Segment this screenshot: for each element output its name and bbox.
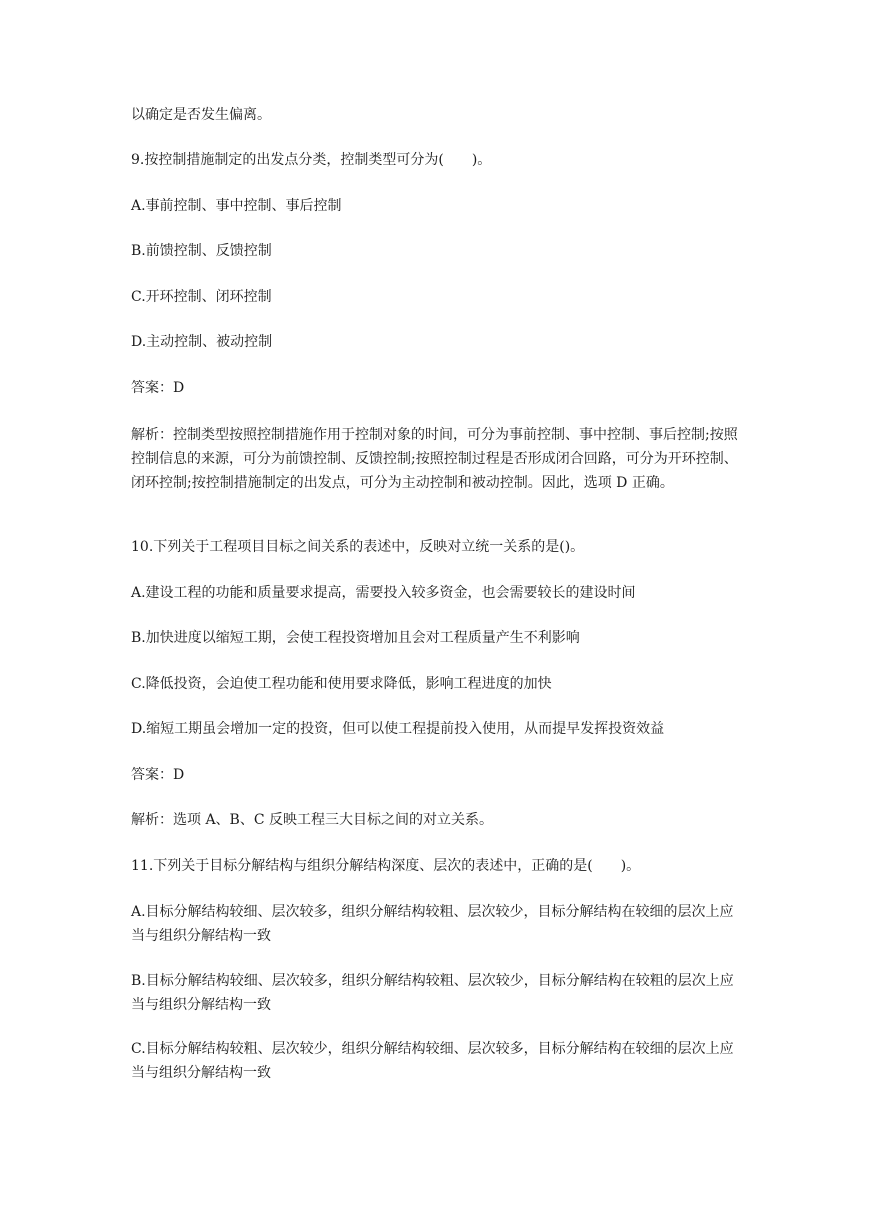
question-9-explanation: 解析：控制类型按照控制措施作用于控制对象的时间，可分为事前控制、事中控制、事后控制;按照控制信息的来源，可分为前馈控制、反馈控制;按照控制过程是否形成闭合回路，可分为开环控制、闭环控制;按控制措施制定的出发点，可分为主动控制和被动控制。因此，选项 D 正确。	[131, 427, 738, 491]
question-9-option-b: B.前馈控制、反馈控制	[131, 243, 272, 259]
question-10-answer: 答案：D	[131, 767, 185, 783]
question-10-option-d: D.缩短工期虽会增加一定的投资，但可以使工程提前投入使用，从而提早发挥投资效益	[131, 721, 665, 737]
text-line-continuation: 以确定是否发生偏离。	[131, 107, 271, 123]
question-10-explanation: 解析：选项 A、B、C 反映工程三大目标之间的对立关系。	[131, 812, 494, 828]
question-9-option-c: C.开环控制、闭环控制	[131, 289, 272, 305]
question-11-option-a: A.目标分解结构较细、层次较多，组织分解结构较粗、层次较少，目标分解结构在较细的层次上应当与组织分解结构一致	[131, 904, 734, 944]
question-10-option-b: B.加快进度以缩短工期，会使工程投资增加且会对工程质量产生不利影响	[131, 630, 580, 646]
question-11: 11.下列关于目标分解结构与组织分解结构深度、层次的表述中，正确的是( )。	[131, 858, 641, 874]
question-11-option-b: B.目标分解结构较细、层次较多，组织分解结构较粗、层次较少，目标分解结构在较粗的层次上应当与组织分解结构一致	[131, 973, 734, 1013]
question-9-answer: 答案：D	[131, 380, 185, 396]
question-11-option-c: C.目标分解结构较粗、层次较少，组织分解结构较细、层次较多，目标分解结构在较细的层次上应当与组织分解结构一致	[131, 1041, 734, 1081]
question-10-option-c: C.降低投资，会迫使工程功能和使用要求降低，影响工程进度的加快	[131, 676, 552, 692]
question-9-option-d: D.主动控制、被动控制	[131, 334, 273, 350]
question-10: 10.下列关于工程项目目标之间关系的表述中，反映对立统一关系的是()。	[131, 539, 585, 555]
question-9: 9.按控制措施制定的出发点分类，控制类型可分为( )。	[131, 152, 492, 168]
question-10-option-a: A.建设工程的功能和质量要求提高，需要投入较多资金，也会需要较长的建设时间	[131, 585, 636, 601]
question-9-option-a: A.事前控制、事中控制、事后控制	[131, 198, 342, 214]
